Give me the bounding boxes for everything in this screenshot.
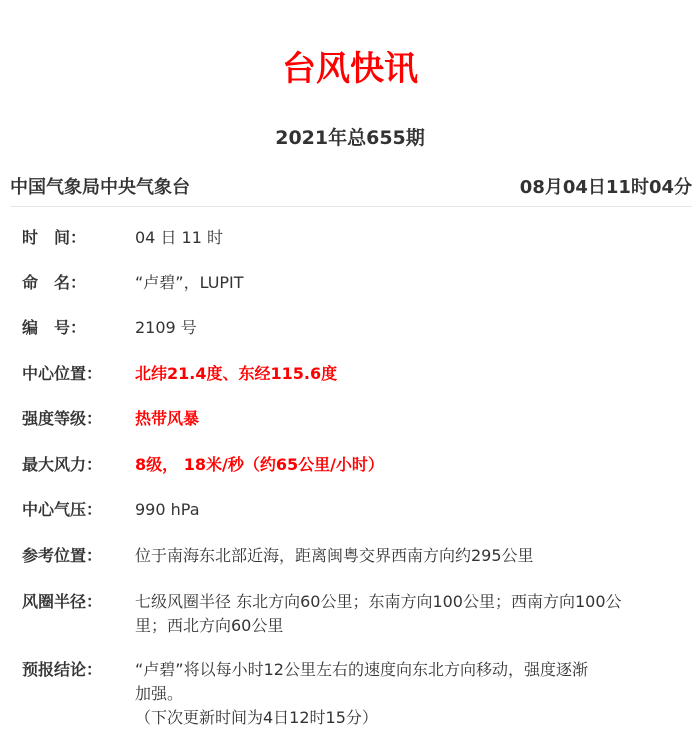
- divider: [10, 206, 692, 207]
- field-time-value: 04 日 11 时: [135, 228, 223, 247]
- field-forecast-line: （下次更新时间为4日12时15分）: [135, 708, 378, 727]
- field-wind-label: 最大风力：: [22, 455, 103, 474]
- field-forecast-label: 预报结论：: [22, 660, 103, 679]
- field-center-value: 北纬21.4度、东经115.6度: [135, 364, 338, 383]
- field-center-label: 中心位置：: [22, 364, 103, 383]
- field-wind-value: 8级， 18米/秒（约65公里/小时）: [135, 455, 384, 474]
- field-radius-value: [135, 590, 685, 638]
- source-org: 中国气象局中央气象台: [10, 177, 190, 198]
- field-number-value: 2109 号: [135, 318, 197, 337]
- field-name-value: “卢碧”，LUPIT: [135, 273, 244, 292]
- field-pressure-label: 中心气压：: [22, 500, 103, 519]
- field-forecast-line: 加强。: [135, 684, 184, 703]
- field-reference-label: 参考位置：: [22, 546, 103, 565]
- field-time-label: 时 间：: [22, 228, 87, 247]
- field-forecast-line: “卢碧”将以每小时12公里左右的速度向东北方向移动，强度逐渐: [135, 660, 588, 679]
- field-radius-line: 七级风圈半径 东北方向60公里；东南方向100公里；西南方向100公: [135, 592, 622, 611]
- field-radius-label: 风圈半径：: [22, 592, 103, 611]
- field-radius-line: 里；西北方向60公里: [135, 616, 284, 635]
- source-row: [10, 174, 692, 202]
- field-forecast-value: [135, 658, 685, 730]
- issue-number: 2021年总655期: [275, 127, 425, 149]
- field-number-label: 编 号：: [22, 318, 87, 337]
- field-name-label: 命 名：: [22, 273, 87, 292]
- field-reference-value: 位于南海东北部近海，距离闽粤交界西南方向约295公里: [135, 546, 534, 565]
- field-intensity-value: 热带风暴: [135, 409, 200, 428]
- publish-time: 08月04日11时04分: [519, 177, 692, 198]
- field-intensity-label: 强度等级：: [22, 409, 103, 428]
- page-title: 台风快讯: [282, 49, 418, 89]
- field-pressure-value: 990 hPa: [135, 500, 200, 519]
